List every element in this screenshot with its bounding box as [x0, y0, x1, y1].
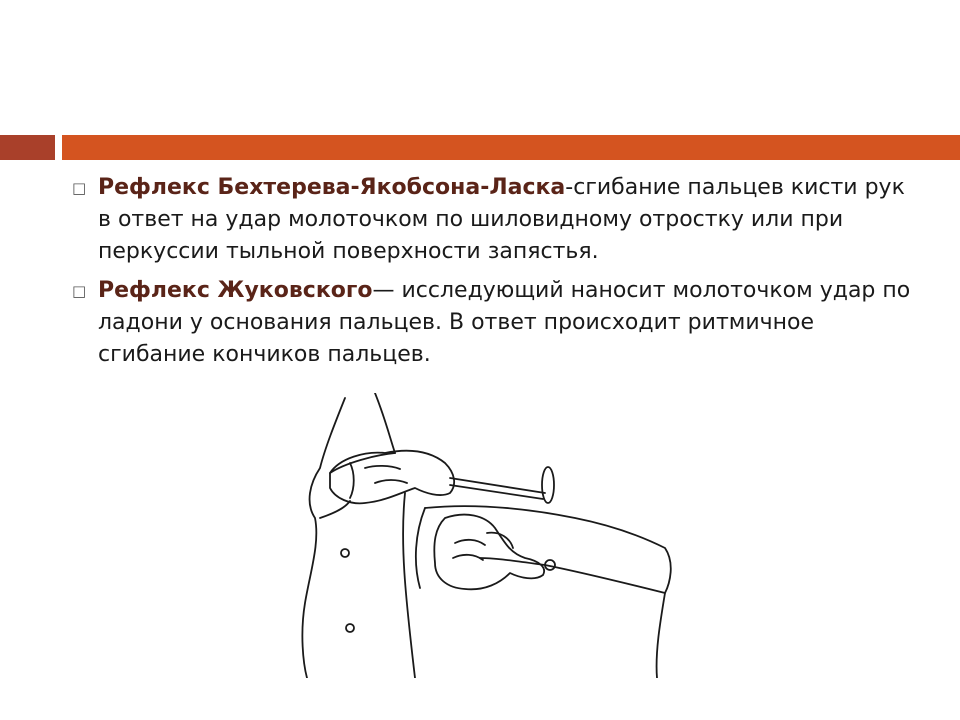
bullet-text: -сгибание пальцев кисти рук в ответ на удар молоточком по шиловидному отростку или при перкуссии тыльной поверхности запястья. — [98, 175, 905, 264]
header-accent-band-right — [62, 135, 960, 160]
bullet-bekhterev-reflex — [72, 172, 922, 268]
reflex-hammer-illustration — [225, 393, 695, 678]
square-bullet-icon: □ — [72, 282, 87, 300]
slide-body — [72, 172, 922, 378]
bullet-zhukovsky-reflex — [72, 275, 922, 371]
square-bullet-icon: □ — [72, 179, 87, 197]
bullet-title: Рефлекс Бехтерева-Якобсона-Ласка — [98, 175, 566, 200]
bullet-text: — исследующий наносит молоточком удар по ладони у основания пальцев. В ответ происходит ритмичное сгибание кончиков пальцев. — [98, 278, 911, 367]
line-drawing — [225, 393, 695, 678]
bullet-title: Рефлекс Жуковского — [98, 278, 373, 303]
header-accent-band-left — [0, 135, 55, 160]
